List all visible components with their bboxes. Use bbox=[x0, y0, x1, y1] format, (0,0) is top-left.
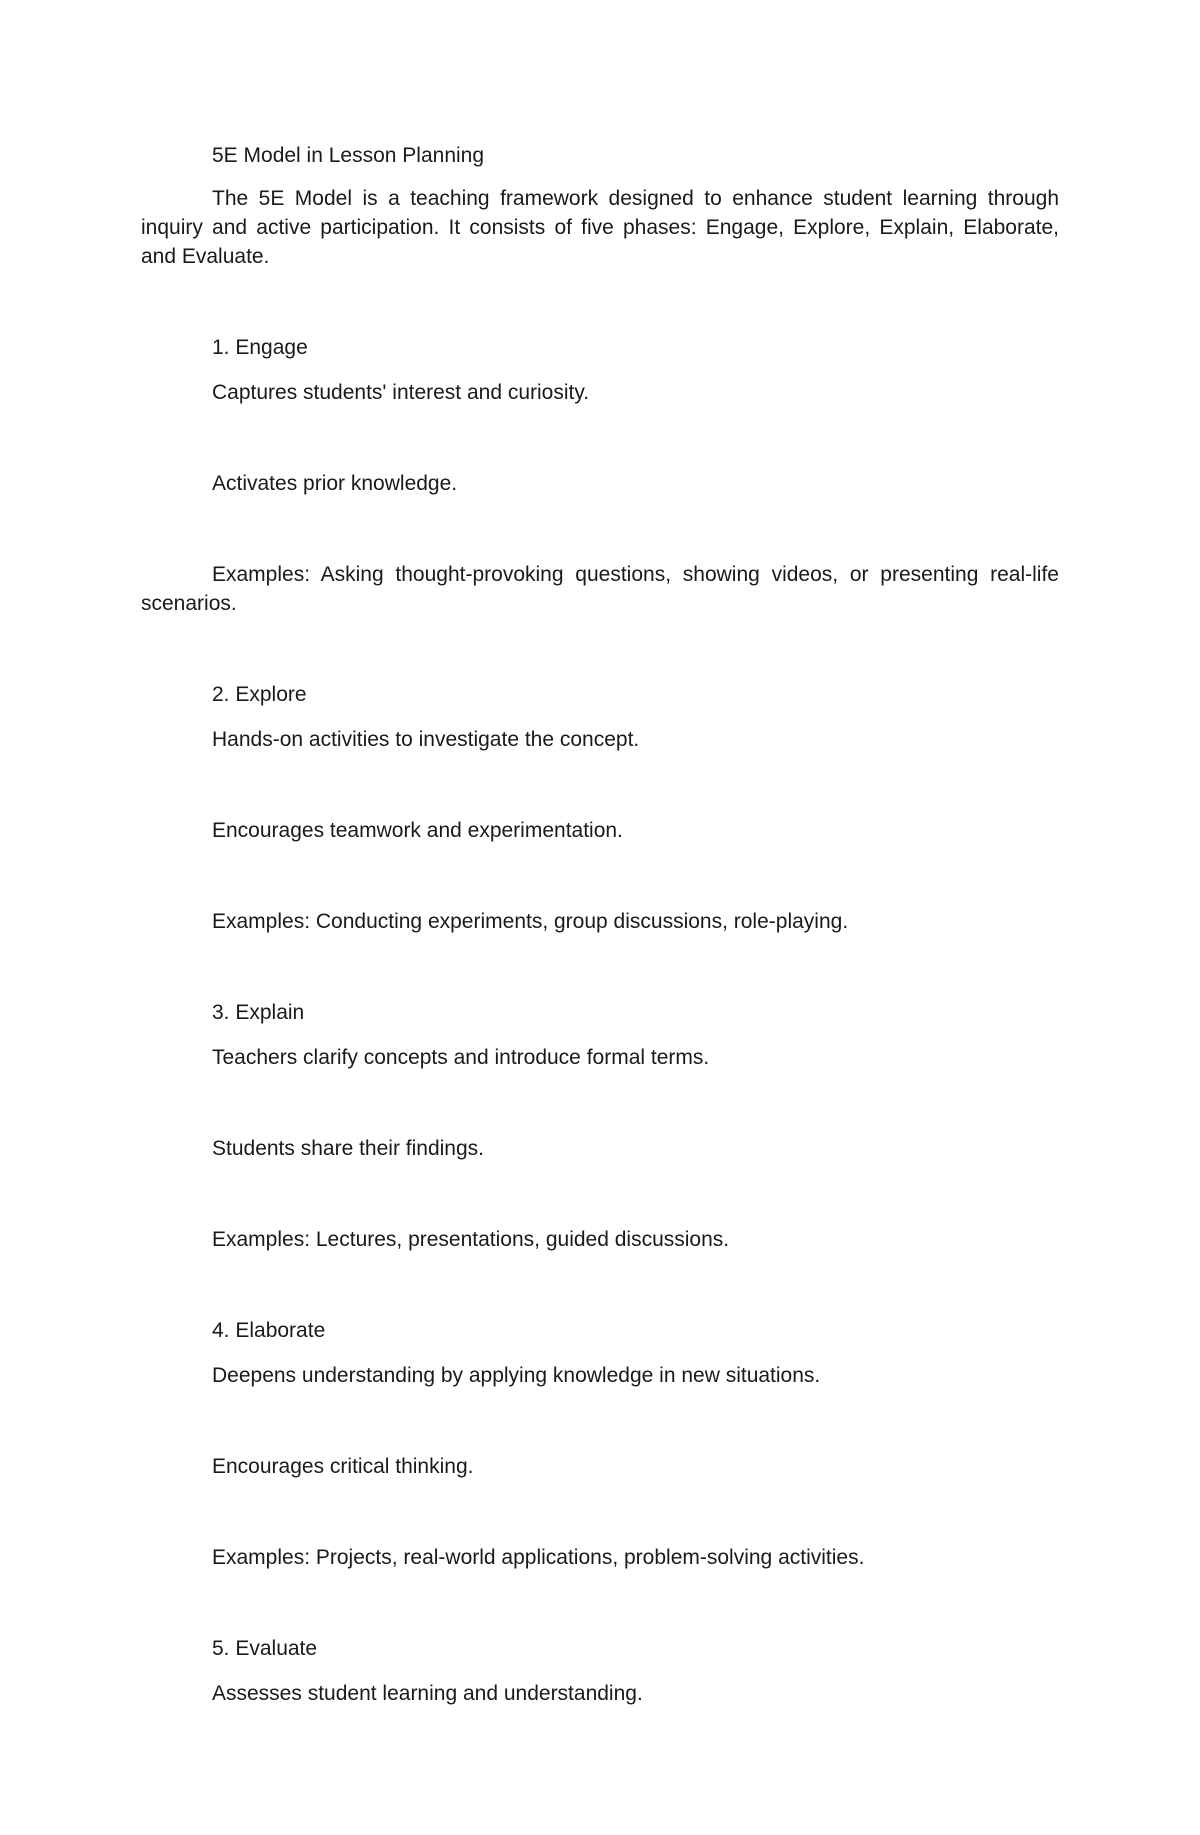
section-point: Examples: Asking thought-provoking questions, showing videos, or presenting real-life scenarios. bbox=[141, 563, 1059, 615]
section-point: Teachers clarify concepts and introduce formal terms. bbox=[212, 1046, 710, 1069]
section-point: Assesses student learning and understanding. bbox=[212, 1682, 643, 1705]
intro-paragraph: The 5E Model is a teaching framework designed to enhance student learning through inquiry and active participation. It consists of five phases: Engage, Explore, Explain, Elaborate, and Evaluate. bbox=[141, 187, 1059, 268]
section-heading: 4. Elaborate bbox=[212, 1319, 326, 1342]
section-heading: 5. Evaluate bbox=[212, 1637, 318, 1660]
section-point: Examples: Conducting experiments, group discussions, role-playing. bbox=[212, 910, 849, 933]
section-point: Captures students' interest and curiosity. bbox=[212, 381, 590, 404]
section-heading: 2. Explore bbox=[212, 683, 307, 706]
section-point: Deepens understanding by applying knowledge in new situations. bbox=[212, 1364, 821, 1387]
document-body bbox=[141, 141, 1059, 1708]
section-explore bbox=[141, 680, 1059, 936]
section-engage bbox=[141, 333, 1059, 618]
section-point: Encourages critical thinking. bbox=[212, 1455, 474, 1478]
section-explain bbox=[141, 998, 1059, 1254]
section-heading: 3. Explain bbox=[212, 1001, 305, 1024]
section-point: Encourages teamwork and experimentation. bbox=[212, 819, 623, 842]
section-evaluate bbox=[141, 1634, 1059, 1708]
section-heading: 1. Engage bbox=[212, 336, 308, 359]
section-point: Hands-on activities to investigate the concept. bbox=[212, 728, 640, 751]
section-point: Students share their findings. bbox=[212, 1137, 484, 1160]
section-point: Activates prior knowledge. bbox=[212, 472, 458, 495]
section-elaborate bbox=[141, 1316, 1059, 1572]
document-title: 5E Model in Lesson Planning bbox=[212, 144, 485, 167]
section-point: Examples: Lectures, presentations, guided discussions. bbox=[212, 1228, 730, 1251]
section-point: Examples: Projects, real-world applications, problem-solving activities. bbox=[212, 1546, 865, 1569]
